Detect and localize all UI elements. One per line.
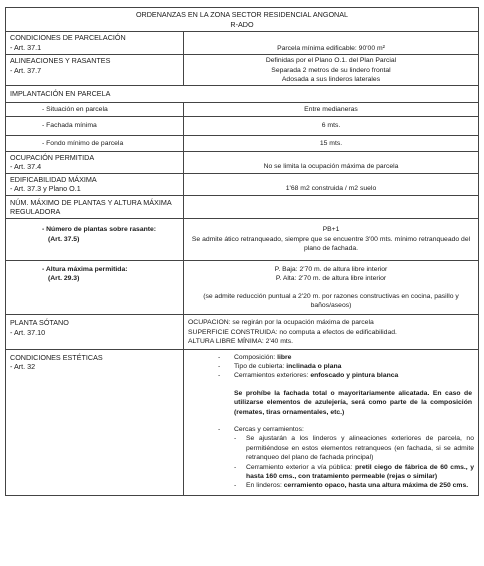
article-ref: - Art. 37.3 y Plano O.1 bbox=[10, 184, 81, 194]
altura-alta: P. Alta: 2'70 m. de altura libre interior bbox=[275, 275, 387, 283]
implantacion-value: 6 mts. bbox=[321, 122, 341, 130]
row-ocupacion bbox=[6, 152, 479, 174]
bullet-value: enfoscado y pintura blanca bbox=[310, 372, 399, 380]
row-plantas-title bbox=[6, 195, 479, 219]
num-plantas-label: - Número de plantas sobre rasante: bbox=[42, 226, 157, 234]
sotano-altura: ALTURA LIBRE MÍNIMA: 2'40 mts. bbox=[188, 338, 294, 346]
list-item: - Composición: libre bbox=[218, 353, 292, 361]
atico-note: Se admite ático retranqueado, siempre que se encuentre 3'00 mts. mínimo retranqueado del plano de fachada. bbox=[191, 235, 471, 253]
ordinance-table bbox=[5, 7, 479, 496]
article-ref: (Art. 29.3) bbox=[48, 275, 80, 283]
num-plantas-value: PB+1 bbox=[322, 226, 340, 234]
cercas-item-value: cerramiento opaco, hasta una altura máxima de 250 cms. bbox=[283, 482, 469, 490]
cercas-item: Se ajustarán a los linderos y alineaciones exteriores de parcela, no permitiéndose en estos elementos retranqueos (en fachada, si se admite retranqueo del plano de fachada principal) bbox=[246, 435, 474, 462]
article-ref: - Art. 37.10 bbox=[10, 327, 46, 337]
bullet-label: Composición: bbox=[234, 353, 278, 361]
implantacion-value: 15 mts. bbox=[319, 139, 343, 147]
implantacion-value: Entre medianeras bbox=[304, 105, 358, 113]
section-title: PLANTA SÓTANO bbox=[10, 318, 69, 328]
implantacion-label: - Fondo mínimo de parcela bbox=[42, 139, 124, 147]
implantacion-label: - Fachada mínima bbox=[42, 122, 97, 130]
ocupacion-value: No se limita la ocupación máxima de parcela bbox=[263, 163, 399, 171]
article-ref: - Art. 37.1 bbox=[10, 42, 42, 52]
bullet-label: Tipo de cubierta: bbox=[234, 362, 287, 370]
list-item: - Cercas y cerramientos: bbox=[218, 425, 304, 433]
row-esteticas bbox=[6, 349, 479, 495]
alineacion-line-3: Adosada a sus linderos laterales bbox=[281, 76, 381, 83]
sotano-superficie: SUPERFICIE CONSTRUIDA: no computa a efectos de edificabilidad. bbox=[188, 328, 397, 336]
row-edificabilidad bbox=[6, 173, 479, 195]
row-alineaciones bbox=[6, 55, 479, 86]
row-implantacion bbox=[6, 86, 479, 102]
article-ref: - Art. 32 bbox=[10, 361, 36, 371]
alineacion-line-2: Separada 2 metros de su lindero frontal bbox=[271, 66, 391, 74]
article-ref: - Art. 37.7 bbox=[10, 65, 42, 75]
section-title: OCUPACIÓN PERMITIDA bbox=[10, 153, 95, 163]
table-row bbox=[6, 117, 479, 135]
list-item: - Tipo de cubierta: inclinada o plana bbox=[218, 362, 342, 370]
zone-code: R-ADO bbox=[230, 19, 254, 29]
bullet-label: Cerramientos exteriores: bbox=[234, 372, 311, 380]
section-title: ALINEACIONES Y RASANTES bbox=[10, 56, 111, 66]
cercas-item-lead: Cerramiento exterior a vía pública: bbox=[246, 463, 356, 471]
section-title: CONDICIONES ESTÉTICAS bbox=[10, 352, 103, 362]
list-item: - Se ajustarán a los linderos y alineaciones exteriores de parcela, no permitiéndose en estos elementos retranqueos (en fachada, si se admite retranqueo del plano de fachada principal) bbox=[234, 435, 474, 462]
altura-label: - Altura máxima permitida: bbox=[42, 265, 128, 273]
list-item: - Cerramiento exterior a vía pública: pretil ciego de fábrica de 60 cms., y hasta 160 cms., con tratamiento permeable (rejas o similar) bbox=[234, 463, 474, 480]
list-item: - Cerramientos exteriores: enfoscado y pintura blanca bbox=[218, 372, 399, 380]
implantacion-label: - Situación en parcela bbox=[42, 105, 108, 113]
article-ref: (Art. 37.5) bbox=[48, 235, 80, 243]
edificabilidad-value: 1'68 m2 construida / m2 suelo bbox=[285, 185, 377, 193]
sotano-ocupacion: OCUPACION: se regirán por la ocupación máxima de parcela bbox=[188, 319, 374, 327]
article-ref: - Art. 37.4 bbox=[10, 162, 42, 172]
section-title: EDIFICABILIDAD MÁXIMA bbox=[10, 174, 97, 184]
table-row bbox=[6, 102, 479, 116]
alineacion-line-1: Definidas por el Plano O.1. del Plan Parcial bbox=[265, 57, 397, 65]
bullet-value: inclinada o plana bbox=[286, 362, 342, 370]
altura-baja: P. Baja: 2'70 m. de altura libre interior bbox=[274, 265, 388, 273]
fachada-paragraph: Se prohíbe la fachada total o mayoritariamente alicatada. En caso de utilizarse elementos de azulejería, será como parte de la composición (remates, tiras ornamentales, etc.) bbox=[234, 389, 472, 416]
altura-reduccion-note: (se admite reducción puntual a 2'20 m. por razones constructivas en cocina, pasillo y baños/aseos) bbox=[203, 292, 459, 309]
bullet-value: libre bbox=[277, 353, 292, 361]
cercas-item-value: pretil ciego de fábrica de 60 cms., y hasta 160 cms., con tratamiento permeable (rejas o similar) bbox=[246, 463, 474, 480]
document-title: ORDENANZAS EN LA ZONA SECTOR RESIDENCIAL ANGONAL bbox=[135, 10, 349, 19]
section-title: IMPLANTACIÓN EN PARCELA bbox=[10, 89, 111, 99]
cercas-label: Cercas y cerramientos: bbox=[234, 425, 304, 433]
table-header-row bbox=[6, 8, 479, 32]
list-item: - En linderos: cerramiento opaco, hasta una altura máxima de 250 cms. bbox=[234, 482, 469, 490]
table-header bbox=[6, 8, 479, 32]
parcel-min-value: Parcela mínima edificable: 90'00 m² bbox=[277, 44, 385, 52]
section-title: NÚM. MÁXIMO DE PLANTAS Y ALTURA MÁXIMA REGULADORA bbox=[10, 197, 172, 217]
row-parcelacion bbox=[6, 32, 479, 55]
table-row bbox=[6, 135, 479, 151]
row-num-plantas bbox=[6, 219, 479, 260]
section-title: CONDICIONES DE PARCELACIÓN bbox=[10, 33, 126, 43]
row-altura bbox=[6, 260, 479, 315]
cercas-item-lead: En linderos: bbox=[246, 482, 284, 490]
row-sotano bbox=[6, 315, 479, 349]
